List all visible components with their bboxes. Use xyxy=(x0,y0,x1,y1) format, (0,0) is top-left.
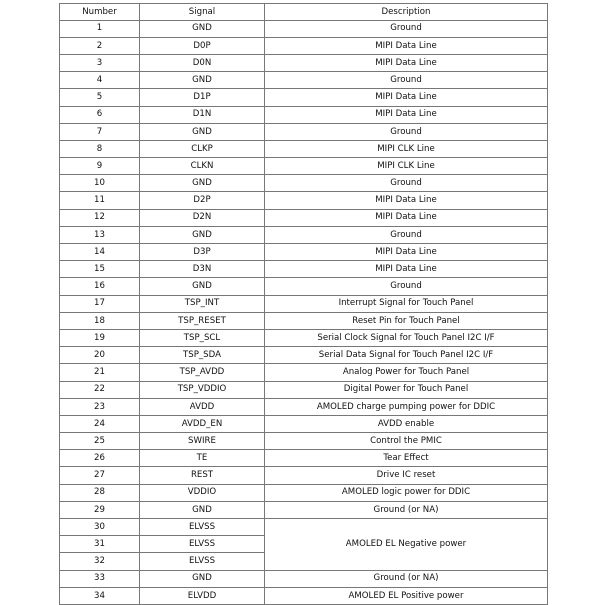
pin-signal: CLKN xyxy=(140,158,265,175)
pin-description: MIPI CLK Line xyxy=(265,158,548,175)
pin-number: 14 xyxy=(60,244,140,261)
table-row xyxy=(60,261,548,278)
pin-signal: GND xyxy=(140,278,265,295)
pin-signal: VDDIO xyxy=(140,484,265,501)
pin-description: MIPI CLK Line xyxy=(265,140,548,157)
table-row xyxy=(60,398,548,415)
pin-description: AMOLED charge pumping power for DDIC xyxy=(265,398,548,415)
pin-description: MIPI Data Line xyxy=(265,244,548,261)
pin-description: MIPI Data Line xyxy=(265,89,548,106)
pin-signal: GND xyxy=(140,20,265,37)
pin-number: 11 xyxy=(60,192,140,209)
table-row xyxy=(60,570,548,587)
pin-description: Control the PMIC xyxy=(265,433,548,450)
table-row xyxy=(60,587,548,604)
pin-signal: ELVSS xyxy=(140,536,265,553)
pin-description: MIPI Data Line xyxy=(265,54,548,71)
pin-signal: AVDD xyxy=(140,398,265,415)
pin-signal: D2P xyxy=(140,192,265,209)
pin-number: 3 xyxy=(60,54,140,71)
pin-description: Ground xyxy=(265,123,548,140)
pin-signal: D3N xyxy=(140,261,265,278)
table-row xyxy=(60,123,548,140)
pin-signal: GND xyxy=(140,72,265,89)
pin-signal: GND xyxy=(140,123,265,140)
pin-number: 34 xyxy=(60,587,140,604)
pin-signal: ELVDD xyxy=(140,587,265,604)
table-row xyxy=(60,312,548,329)
table-row xyxy=(60,192,548,209)
pin-description: Interrupt Signal for Touch Panel xyxy=(265,295,548,312)
pin-description: AMOLED logic power for DDIC xyxy=(265,484,548,501)
pin-number: 25 xyxy=(60,433,140,450)
table-row xyxy=(60,72,548,89)
pin-description-merged: AMOLED EL Negative power xyxy=(265,519,548,571)
pin-signal: AVDD_EN xyxy=(140,415,265,432)
table-row xyxy=(60,450,548,467)
pin-number: 27 xyxy=(60,467,140,484)
pin-description: Ground xyxy=(265,278,548,295)
pin-number: 6 xyxy=(60,106,140,123)
pin-signal: D1P xyxy=(140,89,265,106)
pin-signal: SWIRE xyxy=(140,433,265,450)
pin-description: Reset Pin for Touch Panel xyxy=(265,312,548,329)
pin-description: Ground xyxy=(265,72,548,89)
table-row xyxy=(60,519,548,536)
pin-signal: REST xyxy=(140,467,265,484)
pin-number: 5 xyxy=(60,89,140,106)
table-row xyxy=(60,244,548,261)
table-row xyxy=(60,347,548,364)
pin-number: 33 xyxy=(60,570,140,587)
pin-description: Digital Power for Touch Panel xyxy=(265,381,548,398)
pin-definition-table xyxy=(59,3,548,605)
pin-description: AVDD enable xyxy=(265,415,548,432)
pin-signal: D3P xyxy=(140,244,265,261)
header-description: Description xyxy=(265,4,548,21)
pin-number: 29 xyxy=(60,501,140,518)
pin-description: Ground (or NA) xyxy=(265,570,548,587)
pin-description: Drive IC reset xyxy=(265,467,548,484)
pin-signal: TSP_RESET xyxy=(140,312,265,329)
table-row xyxy=(60,37,548,54)
pin-signal: TE xyxy=(140,450,265,467)
table-row xyxy=(60,295,548,312)
pin-description: Ground (or NA) xyxy=(265,501,548,518)
pin-number: 13 xyxy=(60,226,140,243)
pin-number: 8 xyxy=(60,140,140,157)
table-row xyxy=(60,209,548,226)
pin-number: 28 xyxy=(60,484,140,501)
pin-signal: ELVSS xyxy=(140,519,265,536)
pin-description: MIPI Data Line xyxy=(265,37,548,54)
table-row xyxy=(60,501,548,518)
table-row xyxy=(60,106,548,123)
table-row xyxy=(60,20,548,37)
pin-signal: TSP_AVDD xyxy=(140,364,265,381)
pin-description: Ground xyxy=(265,226,548,243)
pin-number: 16 xyxy=(60,278,140,295)
pin-number: 26 xyxy=(60,450,140,467)
table-row xyxy=(60,415,548,432)
pin-number: 24 xyxy=(60,415,140,432)
table-row xyxy=(60,381,548,398)
table-row xyxy=(60,433,548,450)
table-row xyxy=(60,54,548,71)
table-row xyxy=(60,89,548,106)
pin-description: Tear Effect xyxy=(265,450,548,467)
pin-description: Analog Power for Touch Panel xyxy=(265,364,548,381)
pin-signal: TSP_SDA xyxy=(140,347,265,364)
pin-description: Serial Data Signal for Touch Panel I2C I/F xyxy=(265,347,548,364)
header-signal: Signal xyxy=(140,4,265,21)
pin-signal: GND xyxy=(140,501,265,518)
pin-description: MIPI Data Line xyxy=(265,261,548,278)
table-row xyxy=(60,158,548,175)
pin-signal: D1N xyxy=(140,106,265,123)
pin-number: 18 xyxy=(60,312,140,329)
table-body xyxy=(60,20,548,604)
table-row xyxy=(60,226,548,243)
pin-number: 32 xyxy=(60,553,140,570)
pin-signal: GND xyxy=(140,570,265,587)
table-header xyxy=(60,4,548,21)
table-row xyxy=(60,278,548,295)
pin-number: 1 xyxy=(60,20,140,37)
pin-signal: TSP_INT xyxy=(140,295,265,312)
header-row xyxy=(60,4,548,21)
pin-number: 2 xyxy=(60,37,140,54)
table-row xyxy=(60,467,548,484)
pin-number: 31 xyxy=(60,536,140,553)
pin-number: 4 xyxy=(60,72,140,89)
pin-description: AMOLED EL Positive power xyxy=(265,587,548,604)
header-number: Number xyxy=(60,4,140,21)
pin-description: MIPI Data Line xyxy=(265,209,548,226)
pin-number: 21 xyxy=(60,364,140,381)
pin-number: 9 xyxy=(60,158,140,175)
pin-signal: CLKP xyxy=(140,140,265,157)
pin-description: Ground xyxy=(265,175,548,192)
pin-number: 30 xyxy=(60,519,140,536)
table-row xyxy=(60,140,548,157)
pin-number: 22 xyxy=(60,381,140,398)
pin-signal: D2N xyxy=(140,209,265,226)
pin-description: MIPI Data Line xyxy=(265,192,548,209)
pin-number: 15 xyxy=(60,261,140,278)
pin-signal: D0N xyxy=(140,54,265,71)
pin-number: 19 xyxy=(60,329,140,346)
table-row xyxy=(60,329,548,346)
table-row xyxy=(60,175,548,192)
pin-number: 10 xyxy=(60,175,140,192)
pin-number: 12 xyxy=(60,209,140,226)
pin-number: 20 xyxy=(60,347,140,364)
pin-number: 7 xyxy=(60,123,140,140)
pin-description: Ground xyxy=(265,20,548,37)
pin-signal: ELVSS xyxy=(140,553,265,570)
pin-signal: GND xyxy=(140,226,265,243)
table-row xyxy=(60,484,548,501)
pin-description: MIPI Data Line xyxy=(265,106,548,123)
pin-signal: TSP_VDDIO xyxy=(140,381,265,398)
table-row xyxy=(60,364,548,381)
pin-description: Serial Clock Signal for Touch Panel I2C I/F xyxy=(265,329,548,346)
pin-number: 17 xyxy=(60,295,140,312)
pin-signal: GND xyxy=(140,175,265,192)
pin-signal: D0P xyxy=(140,37,265,54)
pin-number: 23 xyxy=(60,398,140,415)
pin-signal: TSP_SCL xyxy=(140,329,265,346)
